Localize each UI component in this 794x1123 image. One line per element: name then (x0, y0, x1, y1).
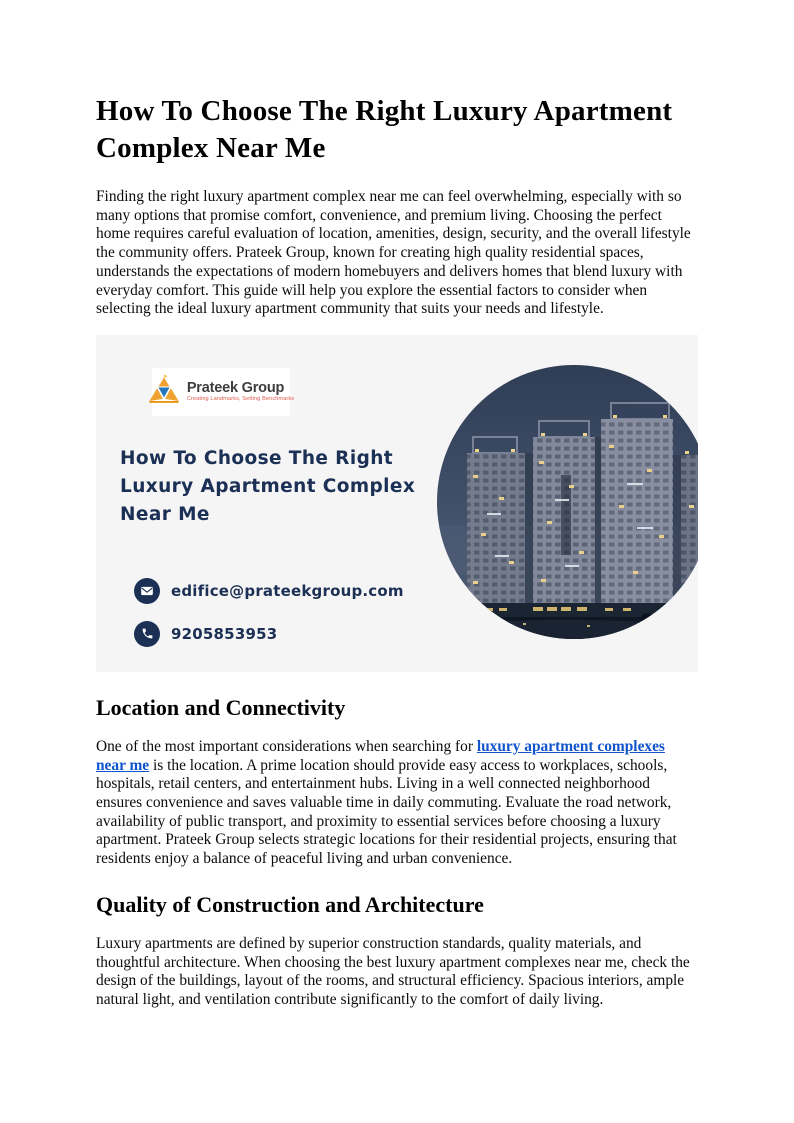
paragraph-text-after-link: is the location. A prime location should provide easy access to workplaces, schools, hospitals, retail centers, and entertainment hubs. Living in a well connected neighborhood ensures convenience and saves valuable time in daily commuting. Evaluate the road network, availability of public transport, and proximity to essential services before choosing a luxury apartment. Prateek Group selects strategic locations for their residential projects, ensuring that residents enjoy a balance of peaceful living and urban convenience. (96, 756, 677, 868)
envelope-icon (134, 578, 160, 604)
logo-triangle-icon (148, 374, 180, 409)
section-paragraph-location (96, 738, 698, 869)
apartment-towers-photo (437, 365, 698, 639)
logo-name: Prateek Group (186, 379, 285, 396)
email-contact-row (134, 578, 404, 604)
luxury-apartments-link[interactable]: luxury apartment complexes near me (96, 737, 665, 774)
email-address: edifice@prateekgroup.com (171, 581, 404, 600)
intro-paragraph: Finding the right luxury apartment complex near me can feel overwhelming, especially with so many options that promise comfort, convenience, and premium living. Choosing the perfect home requires careful evaluation of location, amenities, design, security, and the overall lifestyle the community offers. Prateek Group, known for creating high quality residential spaces, understands the expectations of modern homebuyers and delivers homes that blend luxury with everyday comfort. This guide will help you explore the essential factors to consider when selecting the ideal luxury apartment community that suits your needs and lifestyle. (96, 188, 691, 318)
page-title: How To Choose The Right Luxury Apartment Complex Near Me (96, 95, 673, 164)
logo-tagline: Creating Landmarks, Setting Benchmarks (186, 396, 295, 403)
banner-heading: How To Choose The Right Luxury Apartment Complex Near Me (120, 447, 416, 525)
prateek-group-logo (152, 368, 295, 416)
phone-icon (134, 621, 160, 647)
section-heading-location: Location and Connectivity (96, 694, 346, 720)
section-heading-quality: Quality of Construction and Architecture (96, 891, 484, 917)
promo-banner (96, 335, 698, 672)
phone-number: 9205853953 (171, 624, 278, 643)
paragraph-text-before-link: One of the most important considerations when searching for (96, 737, 477, 755)
phone-contact-row (134, 621, 277, 647)
section-paragraph-quality: Luxury apartments are defined by superior construction standards, quality materials, and thoughtful architecture. When choosing the best luxury apartment complexes near me, check the design of the buildings, layout of the rooms, and structural efficiency. Spacious interiors, ample natural light, and ventilation contribute significantly to the comfort of daily living. (96, 934, 690, 1008)
logo-text-block (187, 381, 294, 403)
